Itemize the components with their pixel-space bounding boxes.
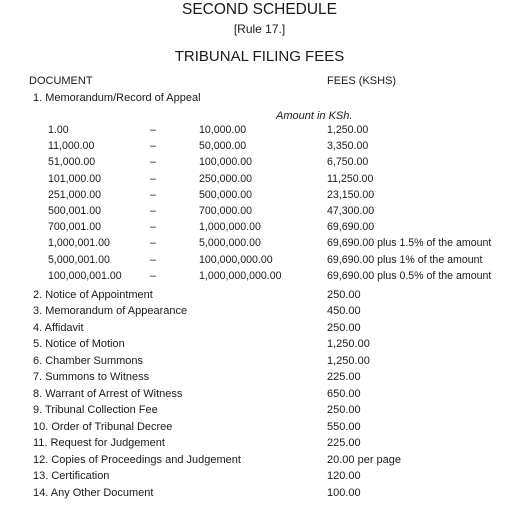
range-from: 11,000.00	[48, 140, 95, 153]
range-dash: –	[150, 172, 156, 185]
range-fee: 69,690.00 plus 0.5% of the amount	[327, 269, 492, 282]
list-item-fee: 550.00	[327, 420, 361, 433]
list-item-fee: 100.00	[327, 486, 361, 499]
list-item-label: 3. Memorandum of Appearance	[33, 305, 188, 317]
column-header-fees: FEES (KSHS)	[327, 75, 397, 87]
list-item-label: 2. Notice of Appointment	[33, 288, 153, 301]
range-from: 1,000,001.00	[48, 237, 110, 250]
range-from: 101,000.00	[48, 172, 102, 185]
range-from: 100,000,001.00	[48, 269, 122, 282]
list-item-label: 5. Notice of Motion	[33, 338, 125, 350]
list-item-fee: 250.00	[327, 288, 361, 301]
range-dash: –	[150, 221, 156, 234]
schedule-title: SECOND SCHEDULE	[181, 1, 338, 18]
column-header-document: DOCUMENT	[29, 75, 93, 87]
list-item-fee: 1,250.00	[327, 354, 370, 367]
range-fee: 69,690.00 plus 1.5% of the amount	[327, 237, 492, 250]
range-from: 500,001.00	[48, 205, 102, 217]
range-to: 50,000.00	[199, 140, 247, 153]
range-fee: 1,250.00	[327, 124, 369, 136]
list-item-fee: 225.00	[327, 437, 361, 449]
list-item-label: 13. Certification	[33, 470, 110, 482]
range-dash: –	[150, 124, 156, 136]
range-to: 100,000,000.00	[199, 253, 273, 266]
list-item-fee: 450.00	[327, 305, 361, 317]
range-fee: 6,750.00	[327, 156, 369, 169]
range-dash: –	[150, 253, 156, 266]
list-item-fee: 250.00	[327, 321, 361, 334]
range-dash: –	[150, 188, 156, 201]
range-to: 100,000.00	[199, 156, 253, 169]
range-dash: –	[150, 205, 156, 217]
range-fee: 23,150.00	[327, 188, 375, 201]
range-dash: –	[150, 269, 156, 282]
list-item-label: 9. Tribunal Collection Fee	[33, 404, 158, 416]
list-item-label: 4. Affidavit	[33, 321, 84, 334]
range-to: 10,000.00	[199, 124, 247, 136]
list-item-fee: 120.00	[327, 470, 361, 482]
amount-header: Amount in KSh.	[276, 110, 353, 122]
list-item-label: 8. Warrant of Arrest of Witness	[33, 387, 183, 400]
rule-reference: [Rule 17.]	[233, 22, 286, 36]
list-item-label: 14. Any Other Document	[33, 486, 154, 499]
list-item-fee: 1,250.00	[327, 338, 370, 350]
range-to: 1,000,000.00	[199, 221, 261, 234]
list-item-label: 12. Copies of Proceedings and Judgement	[33, 453, 241, 466]
list-item-fee: 225.00	[327, 371, 361, 383]
range-fee: 11,250.00	[327, 172, 374, 185]
list-item-label: 7. Summons to Witness	[33, 371, 150, 383]
list-item-label: 11. Request for Judgement	[33, 437, 165, 449]
range-dash: –	[150, 237, 156, 250]
range-to: 500,000.00	[199, 188, 253, 201]
list-item-fee: 250.00	[327, 404, 361, 416]
range-from: 1.00	[48, 124, 69, 136]
range-to: 700,000.00	[199, 205, 253, 217]
range-to: 5,000,000.00	[199, 237, 261, 250]
list-item-label: 6. Chamber Summons	[33, 354, 144, 367]
item-label: 1. Memorandum/Record of Appeal	[33, 92, 201, 104]
range-to: 250,000.00	[199, 172, 253, 185]
range-fee: 69,690.00	[327, 221, 375, 234]
range-fee: 47,300.00	[327, 205, 375, 217]
range-fee: 69,690.00 plus 1% of the amount	[327, 253, 483, 266]
list-item-label: 10. Order of Tribunal Decree	[33, 420, 173, 433]
range-from: 51,000.00	[48, 156, 96, 169]
range-dash: –	[150, 140, 156, 153]
range-from: 700,001.00	[48, 221, 102, 234]
list-item-fee: 20.00 per page	[327, 453, 402, 466]
range-from: 5,000,001.00	[48, 253, 110, 266]
range-dash: –	[150, 156, 156, 169]
list-item-fee: 650.00	[327, 387, 361, 400]
range-fee: 3,350.00	[327, 140, 369, 153]
range-to: 1,000,000,000.00	[199, 269, 282, 282]
page-subtitle: TRIBUNAL FILING FEES	[174, 48, 345, 65]
range-from: 251,000.00	[48, 188, 102, 201]
